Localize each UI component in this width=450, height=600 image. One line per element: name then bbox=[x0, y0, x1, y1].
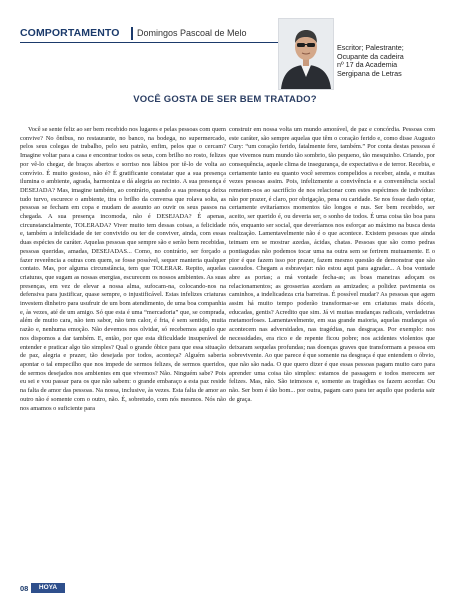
article-title: VOCÊ GOSTA DE SER BEM TRATADO? bbox=[133, 94, 317, 105]
header-rule bbox=[20, 42, 278, 43]
author-bio-line: Escritor; Palestrante; bbox=[337, 43, 404, 52]
article-column-left bbox=[20, 126, 226, 413]
author-bio-line: Ocupante da cadeira bbox=[337, 51, 404, 61]
header-divider bbox=[131, 27, 133, 40]
article-text: construir em nossa volta um mundo amorável, de paz e concórdia. Pessoas com este caráter, são sempre aquelas que têm o coração ferido e, como disse Augusto Cury: “um coração ferido, fatalmente fere, também.” Por conta destas pessoas é que vivemos num mundo tão sombrio, tão pequeno, tão mesquinho. Criando, por consequência, aquele clima de insegurança, de expectativa e de terror. Recebia, e certamente tanto eu quanto você seremos compelidos a receber, ainda, e muitas vezes pessoas assim. Pois, infelizmente a convivência e a conveniência social remetem-nos ao sacrifício de nos relacionar com estes espécimes de indivíduo: não por prazer, é claro, por obrigação, pena ou caridade. Se nos fosse dado optar, certamente evitaríamos momentos tão longos e nus. Ser bem recebido, ser aceito, ser querido é, ou deveria ser, o sonho de todos. É uma coisa tão boa para nós, enquanto ser social, que deveríamos nos esforçar ao máximo na busca desta realização. Lamentavelmente não é o que acontece. Existem pessoas que ainda teimam em se mostrar azedas, ácidas, chatas. Pessoas que são como pedras pontiagudas não podemos tocar uma na outra sem se ferirem mutuamente. E o pior é que fazem isso por prazer, fazem mesmo questão de demonstrar que são casoudos. Chegam a esbravejar: não estou aqui para agradar... A boa vontade abre as portas; a má vontade fecha-as; as boas maneiras adoçam os relacionamentos; as grosserias azedam as amizades; a polidez pavimenta os caminhos, a indelicadeza cria barreiras. É possível mudar? As pessoas que agem assim há muito tempo poderão transformar-se em criaturas mais dóceis, educadas, gentis? Acredito que sim. Já vi muitas mudanças radicais, verdadeiras metamorfoses. Lamentavelmente, em sua grande maioria, aquelas mudanças só acontecem nas adversidades, nas tragédias, nas desgraças. Por exemplo: nos necessidades, era rico e de repente ficou pobre; nos acidentes violentos que deixaram sequelas profundas; nas doenças graves que transformam a pessoa em sobrevivente. Ao que parece é que somente na desgraça é que entendem o óbvio, que não são nada. O que quero dizer é que essas pessoas pagam muito caro para aprender uma coisa tão simples: estamos de passagem e todos merecem ser felizes. Mas, não. São teimosos e, somente as tragédias os fazem acordar. Ou não. Ser bom é tão bom... por outra, pagam caro para ter aquilo que poderia sair de graça. bbox=[229, 126, 435, 403]
article-column-right bbox=[229, 126, 435, 405]
page-header bbox=[20, 27, 270, 42]
author-bio-line: nº 17 da Academia bbox=[337, 60, 398, 70]
author-photo bbox=[278, 18, 334, 90]
author-name: Domingos Pascoal de Melo bbox=[137, 28, 247, 38]
page-number: 08 bbox=[20, 584, 29, 593]
author-portrait-image bbox=[279, 19, 333, 89]
author-bio-line: Sergipana de Letras bbox=[337, 68, 402, 78]
author-bio bbox=[337, 44, 447, 78]
section-label: COMPORTAMENTO bbox=[20, 27, 120, 39]
magazine-logo: HOYA bbox=[31, 583, 65, 593]
article-text: Você se sente feliz ao ser bem recebido nos lugares e pelas pessoas com quem convive? No ônibus, no restaurante, no banco, na bodega, no supermercado, pelos seus colegas de trabalho, pelo seu patrão, enfim, pelos que o cercam? Imagine voltar para a casa e encontrar todos os seus, com brilho no rosto, felizes por vê-lo chegar, de braços abertos e sorriso nos lábios por tê-lo de volta ao convívio. É muito gostoso, não é? É gratificante constatar que a sua presença ilumina o ambiente, agrada, harmoniza e dá alegria ao recinto. A sua presença é DESEJADA? Mas, imagine também, ao contrário, quando a sua presença deixa tudo turvo, escurece o ambiente, tira o brilho da conversa que rolava solta, as pessoas se fecham em copa e mudam de assunto ao ouvir os seus passos na chegada. A sua presença incomoda, não é DESEJADA? É apenas, circunstancialmente, TOLERADA? Viver muito tem dessas coisas, a felicidade e, também a infelicidade de ter convivido ou ter de conviver, ainda, com essas duas espécies de caráter. Aquelas pessoas que sempre são e serão bem recebidas, pessoas queridas, amadas, DESEJADAS... Como, no contrário, ser forçado a fazer reverência a outras com quem, se fosse possível, sequer manteria qualquer contato. Mas, por alguma circunstância, tem que TOLERAR. Repito, aquelas criaturas, que sugam as nossas energias, escurecem os nossos ambientes. As suas presenças, em vez de elevar a nossa alma, sufocam-na, colocando-nos na defensiva para justificar, quase sempre, o injustificável. Estas infelizes criaturas investem dinheiro para usufruir de um bom atendimento, de uma boa companhia e, às vezes, até de um amigo. Só que esta é uma “mercadoria” que, se comprada, além de muito cara, não tem sabor, não tem calor, é fria, é sem sentido, muita razão e, nenhuma emoção. Não devemos nos olvidar, só recebemos aquilo que nos dispomos a dar também. E, então, por que esta dificuldade insuperável de entender e praticar algo tão simples? Qual o grande óbice para que essa situação de paz, alegria e prazer, tão desejada por todos, aconteça? Alguém saberia apontar o tal empecilho que nos impede de sermos felizes, de sermos queridos, de sermos desejados nos ambientes em que vivemos? Não. Ninguém sabe? Pois eu sei e vou passar para os que não sabem: o grande embaraço a esta paz reside na falta de amor das pessoas. Na nossa, inclusive, às vezes. Esta falta de amor ao outro não é somente com o outro, não. É, sobretudo, com nós mesmos. Nós não nos amamos o suficiente para bbox=[20, 126, 226, 412]
